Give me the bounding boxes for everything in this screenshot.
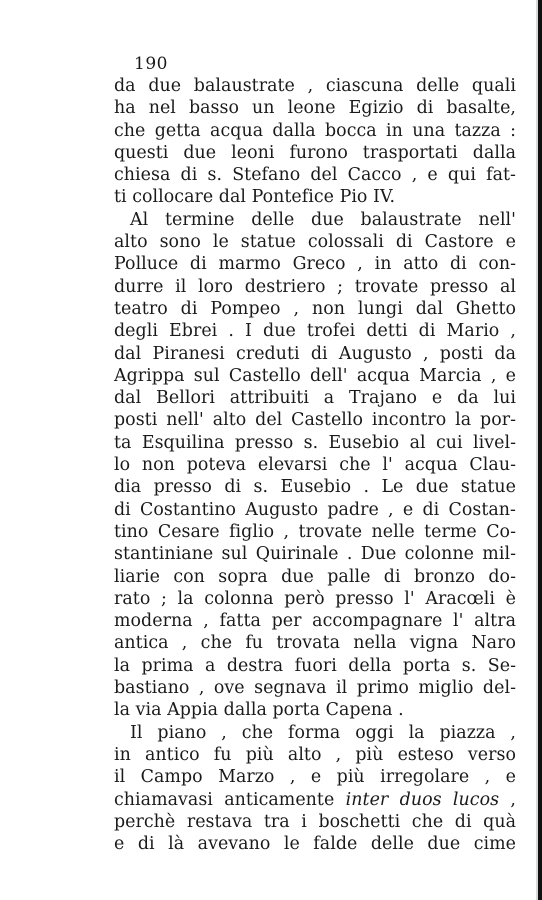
text-line: da due balaustrate , ciascuna delle quali: [114, 76, 516, 96]
paragraph-2: [114, 209, 516, 722]
text-line: durre il loro destriero ; trovate presso al: [114, 276, 516, 297]
text-line: ha nel basso un leone Egizio di basalte,: [114, 98, 516, 119]
text-line: ta Esquilina presso s. Eusebio al cui livel-: [114, 432, 516, 453]
paragraph-1: [114, 75, 516, 209]
text-line: stantiniane sul Quirinale . Due colonne mil-: [114, 544, 516, 565]
text-line: Polluce di marmo Greco , in atto di con-: [114, 254, 516, 275]
text-line: Agrippa sul Castello dell' acqua Marcia , e: [114, 365, 516, 386]
text-line: rato ; la colonna però presso l' Aracœli è: [114, 588, 516, 609]
body-text: [114, 75, 516, 855]
text-line: antica , che fu trovata nella vigna Naro: [114, 633, 516, 654]
text-line: dal Bellori attribuiti a Trajano e da lui: [114, 388, 516, 409]
text-line: bastiano , ove segnava il primo miglio del-: [114, 678, 516, 699]
text-line: questi due leoni furono trasportati dalla: [114, 142, 516, 163]
text-line: in antico fu più alto , più esteso verso: [114, 744, 516, 765]
text-line: di Costantino Augusto padre , e di Costan-: [114, 499, 516, 520]
text-line: Il piano , che forma oggi la piazza ,: [130, 722, 516, 743]
latin-phrase: inter duos lucos: [345, 789, 500, 810]
text-line: dal Piranesi creduti di Augusto , posti da: [114, 343, 516, 364]
text-line: la prima a destra fuori della porta s. Se-: [114, 655, 516, 676]
text-line: lo non poteva elevarsi che l' acqua Clau-: [114, 455, 516, 476]
text-line: posti nell' alto del Castello incontro la por-: [114, 410, 516, 431]
text-line: moderna , fatta per accompagnare l' altra: [114, 611, 516, 632]
text-line: dia presso di s. Eusebio . Le due statue: [114, 477, 516, 498]
text-line: che getta acqua dalla bocca in una tazza :: [114, 120, 516, 141]
text-line: chiamavasi anticamente inter duos lucos ,: [114, 789, 517, 810]
page-number: 190: [134, 54, 168, 74]
text-line: alto sono le statue colossali di Castore e: [114, 232, 516, 253]
text-line: teatro di Pompeo , non lungi dal Ghetto: [114, 298, 516, 319]
text-line: degli Ebrei . I due trofei detti di Mario ,: [114, 321, 516, 342]
text-line: tino Cesare figlio , trovate nelle terme Co-: [114, 521, 516, 542]
text-line: chiesa di s. Stefano del Cacco , e qui fat-: [114, 165, 516, 186]
text-line: perchè restava tra i boschetti che di quà: [114, 811, 516, 832]
page-edge: [538, 0, 542, 900]
text-line: il Campo Marzo , e più irregolare , e: [114, 767, 516, 788]
text-line: la via Appia dalla porta Capena .: [114, 700, 404, 721]
text-line: ti collocare dal Pontefice Pio IV.: [114, 187, 396, 208]
text-line: liarie con sopra due palle di bronzo do-: [114, 566, 516, 587]
text-line: e di là avevano le falde delle due cime: [114, 834, 516, 855]
text-line: Al termine delle due balaustrate nell': [130, 209, 516, 230]
paragraph-3: [114, 722, 516, 856]
